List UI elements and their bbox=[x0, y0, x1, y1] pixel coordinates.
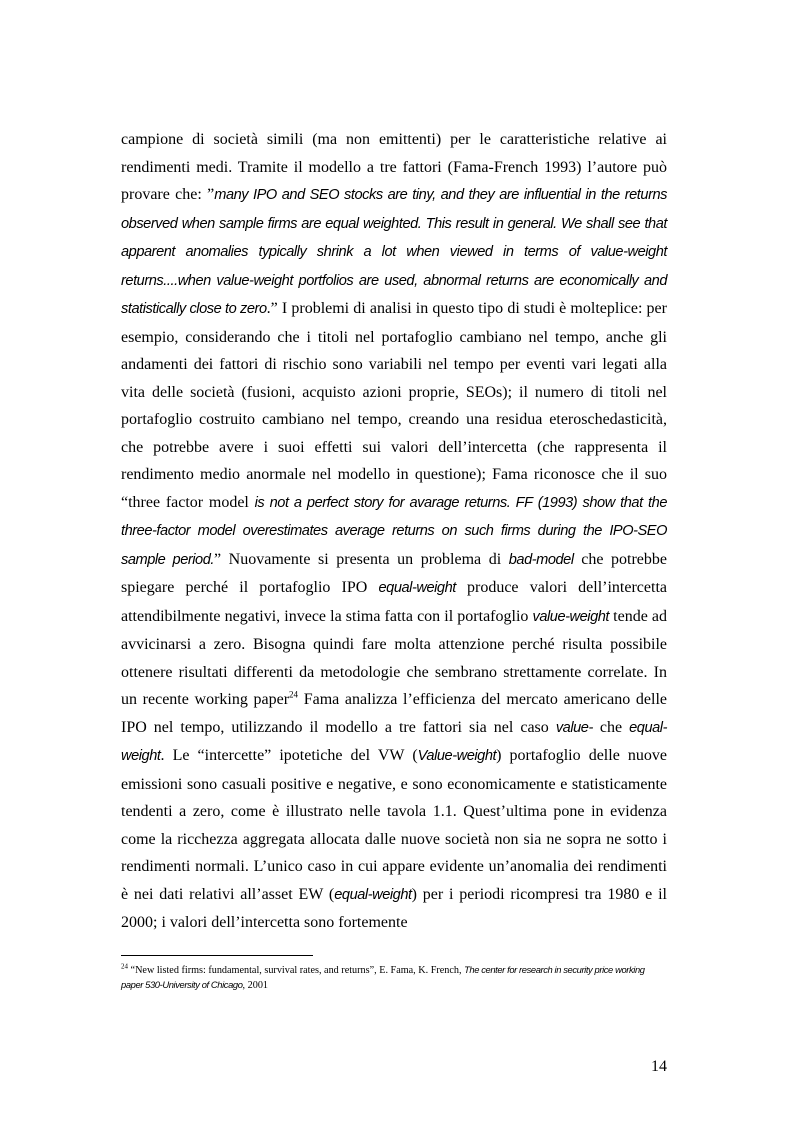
text-run: ” Nuovamente si presenta un problema di bbox=[214, 550, 509, 568]
italic-run: equal-weight bbox=[334, 886, 412, 903]
body-paragraph bbox=[121, 126, 667, 937]
italic-run: Value-weight bbox=[417, 748, 497, 764]
italic-run: The center for research in security price working paper 530-University of Chicago bbox=[121, 964, 645, 990]
italic-run: bad-model bbox=[508, 551, 574, 568]
text-run: ) per i periodi ricompresi tra 1980 e il 2000; i valori dell’intercetta sono fortemente bbox=[121, 885, 667, 931]
italic-run: value-weight bbox=[532, 608, 610, 625]
text-run: tende ad avvicinarsi a zero. Bisogna quindi fare molta attenzione perché risulta possibile ottenere risultati differenti da metodologie che sembrano strettamente correlate. In un recente working paper bbox=[121, 607, 668, 708]
text-run: produce valori dell’intercetta attendibilmente negativi, invece la stima fatta con il portafoglio bbox=[121, 579, 667, 625]
text-run: ) portafoglio delle nuove emissioni sono casuali positive e negative, e sono economicamente e statisticamente tendenti a zero, come è illustrato nelle tavola 1.1. Quest’ultima pone in evidenza come la ricchezza aggregata allocata dalle nuove società non sia ne sopra ne sotto i rendimenti normali. L’unico caso in cui appare evidente un’anomalia dei rendimenti è nei dati relativi all’asset EW ( bbox=[121, 747, 667, 903]
footnote-marker: 24 bbox=[289, 689, 299, 700]
text-run: che potrebbe spiegare perché il portafoglio IPO bbox=[121, 550, 667, 596]
text-run: campione di società simili (ma non emittenti) per le caratteristiche relative ai rendimenti medi. Tramite il modello a tre fattori (Fama-French 1993) l’autore può provare che: ” bbox=[121, 131, 667, 203]
text-run: . Le “intercette” ipotetiche del VW ( bbox=[160, 747, 418, 764]
italic-run: equal-weight bbox=[121, 719, 667, 764]
footnote-marker: 24 bbox=[121, 962, 128, 971]
text-run: “New listed firms: fundamental, survival rates, and returns”, E. Fama, K. French, bbox=[128, 965, 465, 976]
text-run: .” I problemi di analisi in questo tipo di studi è molteplice: per esempio, considerando che i titoli nel portafoglio cambiano nel tempo, anche gli andamenti dei fattori di rischio sono variabili nel tempo per eventi vari legati alla vita delle società (fusioni, acquisto azioni proprie, SEOs); il numero di titoli nel portafoglio costruito cambiano nel tempo, creando una residua eteroschedasticità, che potrebbe avere i suoi effetti sui valori dell’intercetta (che rappresenta il rendimento medio anormale nel modello in questione); Fama riconosce che il suo “three factor model bbox=[121, 300, 667, 511]
footnote-separator bbox=[121, 955, 313, 956]
italic-run: many IPO and SEO stocks are tiny, and they are influential in the returns observed when sample firms are equal weighted. This result in general. We shall see that apparent anomalies typically shrink a lot when viewed in terms of value-weight returns....when value-weight portfolios are used, abnormal returns are economically and statistically close to zero bbox=[121, 187, 667, 317]
italic-run: is not a perfect story for avarage returns. FF (1993) show that the three-factor model overestimates average returns on such firms during the IPO-SEO sample period. bbox=[121, 494, 667, 568]
italic-run: value- bbox=[555, 719, 593, 736]
text-run: , 2001 bbox=[242, 980, 268, 991]
page-number: 14 bbox=[651, 1058, 667, 1075]
text-run: che bbox=[592, 718, 630, 736]
footnote-24 bbox=[121, 963, 667, 993]
italic-run: equal-weight bbox=[378, 580, 456, 596]
text-run: Fama analizza l’efficienza del mercato americano delle IPO nel tempo, utilizzando il modello a tre fattori sia nel caso bbox=[121, 691, 667, 736]
